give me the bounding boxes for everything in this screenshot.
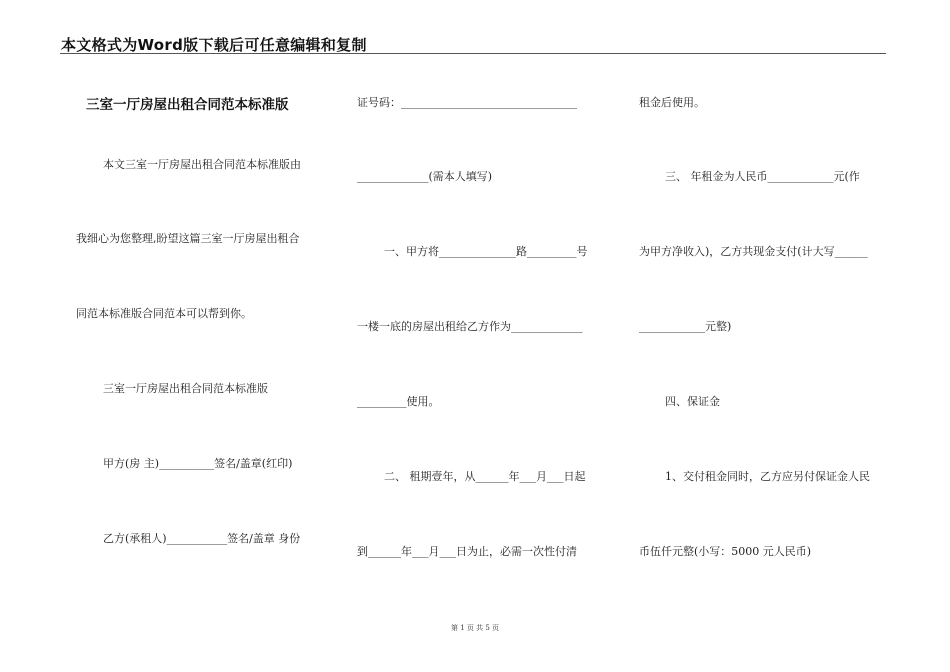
paragraph-line: 本文三室一厅房屋出租合同范本标准版由 <box>103 158 301 171</box>
deposit-line: 1、交付租金同时，乙方应另付保证金人民 <box>665 470 870 483</box>
party-b-line: 乙方(承租人)___________签名/盖章 身份 <box>103 532 301 545</box>
paragraph-line: _____________(需本人填写) <box>357 170 493 183</box>
paragraph-line: 同范本标准版合同范本可以帮到你。 <box>76 307 252 320</box>
paragraph-line: 一楼一底的房屋出租给乙方作为_____________ <box>357 320 583 333</box>
clause-4-heading: 四、保证金 <box>665 395 720 408</box>
section-heading: 三室一厅房屋出租合同范本标准版 <box>103 382 268 395</box>
clause-1-line: 一、甲方将______________路_________号 <box>384 245 588 258</box>
paragraph-line: 租金后使用。 <box>639 96 705 109</box>
page-number: 第 1 页 共 5 页 <box>450 624 500 632</box>
clause-2-line: 二、 租期壹年，从______年___月___日起 <box>384 470 586 483</box>
paragraph-line: 为甲方净收入)，乙方共现金支付(计大写______ <box>639 245 868 258</box>
header-divider <box>60 53 886 54</box>
paragraph-line: 到______年___月___日为止，必需一次性付清 <box>357 545 577 558</box>
paragraph-line: 我细心为您整理,盼望这篇三室一厅房屋出租合 <box>76 232 300 245</box>
header-title: 本文格式为Word版下载后可任意编辑和复制 <box>61 36 367 54</box>
clause-3-line: 三、 年租金为人民币____________元(作 <box>665 170 860 183</box>
party-a-line: 甲方(房 主)__________签名/盖章(红印) <box>103 457 293 470</box>
document-title: 三室一厅房屋出租合同范本标准版 <box>86 97 289 113</box>
paragraph-line: _________使用。 <box>357 395 440 408</box>
paragraph-line: ____________元整) <box>639 320 732 333</box>
paragraph-line: 币伍仟元整(小写：5000 元人民币) <box>639 545 812 558</box>
paragraph-line: 证号码：________________________________ <box>357 96 577 109</box>
